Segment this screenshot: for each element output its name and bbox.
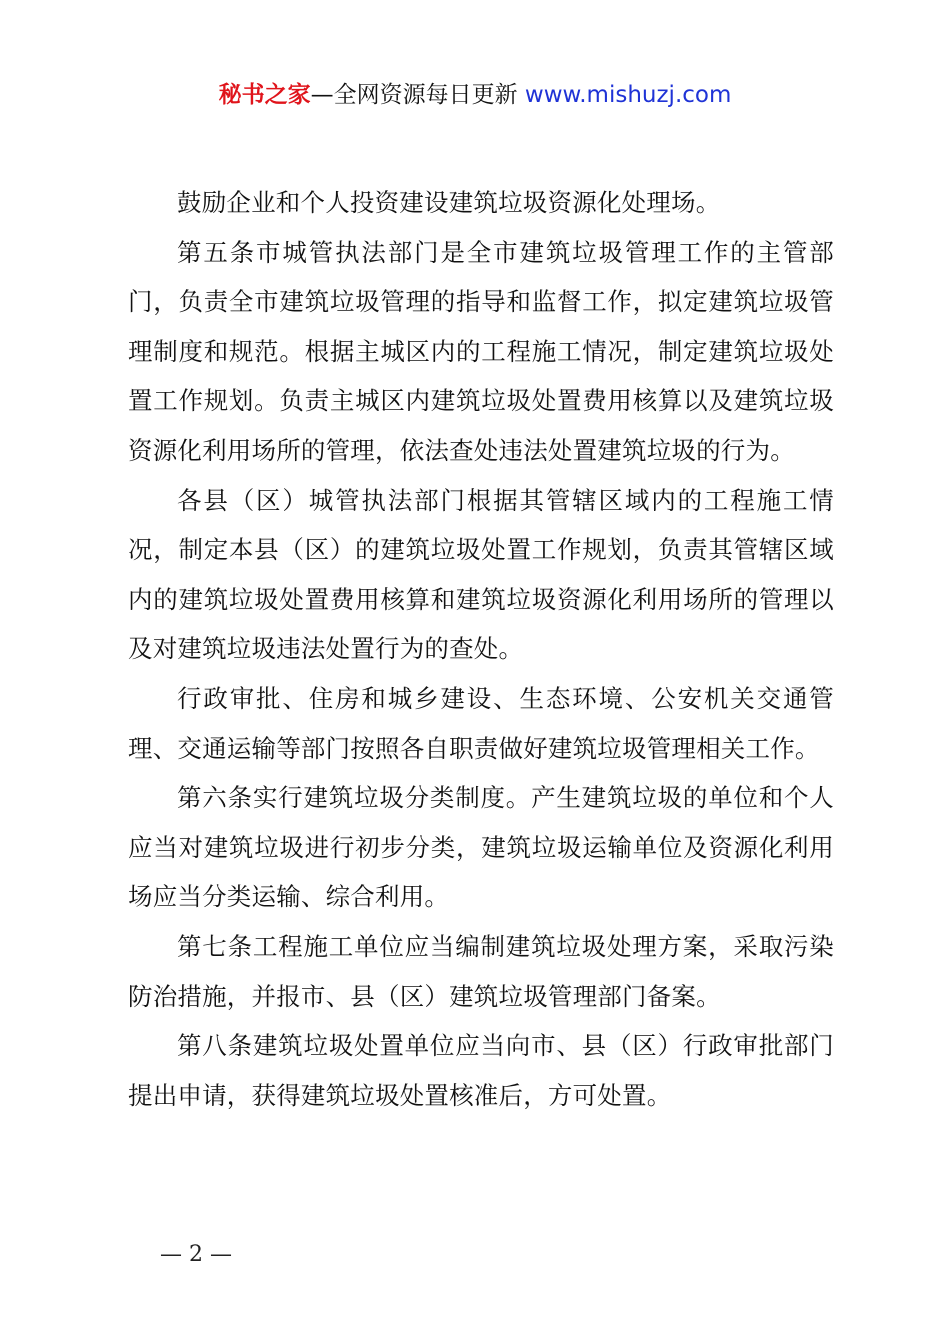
site-header — [0, 78, 950, 112]
paragraph: 各县（区）城管执法部门根据其管辖区域内的工程施工情况，制定本县（区）的建筑垃圾处置工作规划，负责其管辖区域内的建筑垃圾处置费用核算和建筑垃圾资源化利用场所的管理以及对建筑垃圾违法处置行为的查处。 — [128, 485, 834, 664]
document-body — [128, 178, 834, 1120]
site-tagline: —全网资源每日更新 — [310, 82, 518, 108]
paragraph: 第八条建筑垃圾处置单位应当向市、县（区）行政审批部门提出申请，获得建筑垃圾处置核准后，方可处置。 — [128, 1031, 834, 1110]
paragraph: 第七条工程施工单位应当编制建筑垃圾处理方案，采取污染防治措施，并报市、县（区）建筑垃圾管理部门备案。 — [128, 931, 834, 1011]
site-url-link[interactable]: www.mishuzj.com — [524, 82, 732, 108]
paragraph: 行政审批、住房和城乡建设、生态环境、公安机关交通管理、交通运输等部门按照各自职责做好建筑垃圾管理相关工作。 — [128, 683, 834, 763]
paragraph: 第五条市城管执法部门是全市建筑垃圾管理工作的主管部门，负责全市建筑垃圾管理的指导和监督工作，拟定建筑垃圾管理制度和规范。根据主城区内的工程施工情况，制定建筑垃圾处置工作规划。负责主城区内建筑垃圾处置费用核算以及建筑垃圾资源化利用场所的管理，依法查处违法处置建筑垃圾的行为。 — [128, 237, 834, 465]
site-brand: 秘书之家 — [218, 82, 311, 108]
paragraph: 鼓励企业和个人投资建设建筑垃圾资源化处理场。 — [177, 188, 721, 217]
page-number: — 2 — — [160, 1242, 232, 1267]
paragraph: 第六条实行建筑垃圾分类制度。产生建筑垃圾的单位和个人应当对建筑垃圾进行初步分类，建筑垃圾运输单位及资源化利用场应当分类运输、综合利用。 — [128, 783, 834, 912]
